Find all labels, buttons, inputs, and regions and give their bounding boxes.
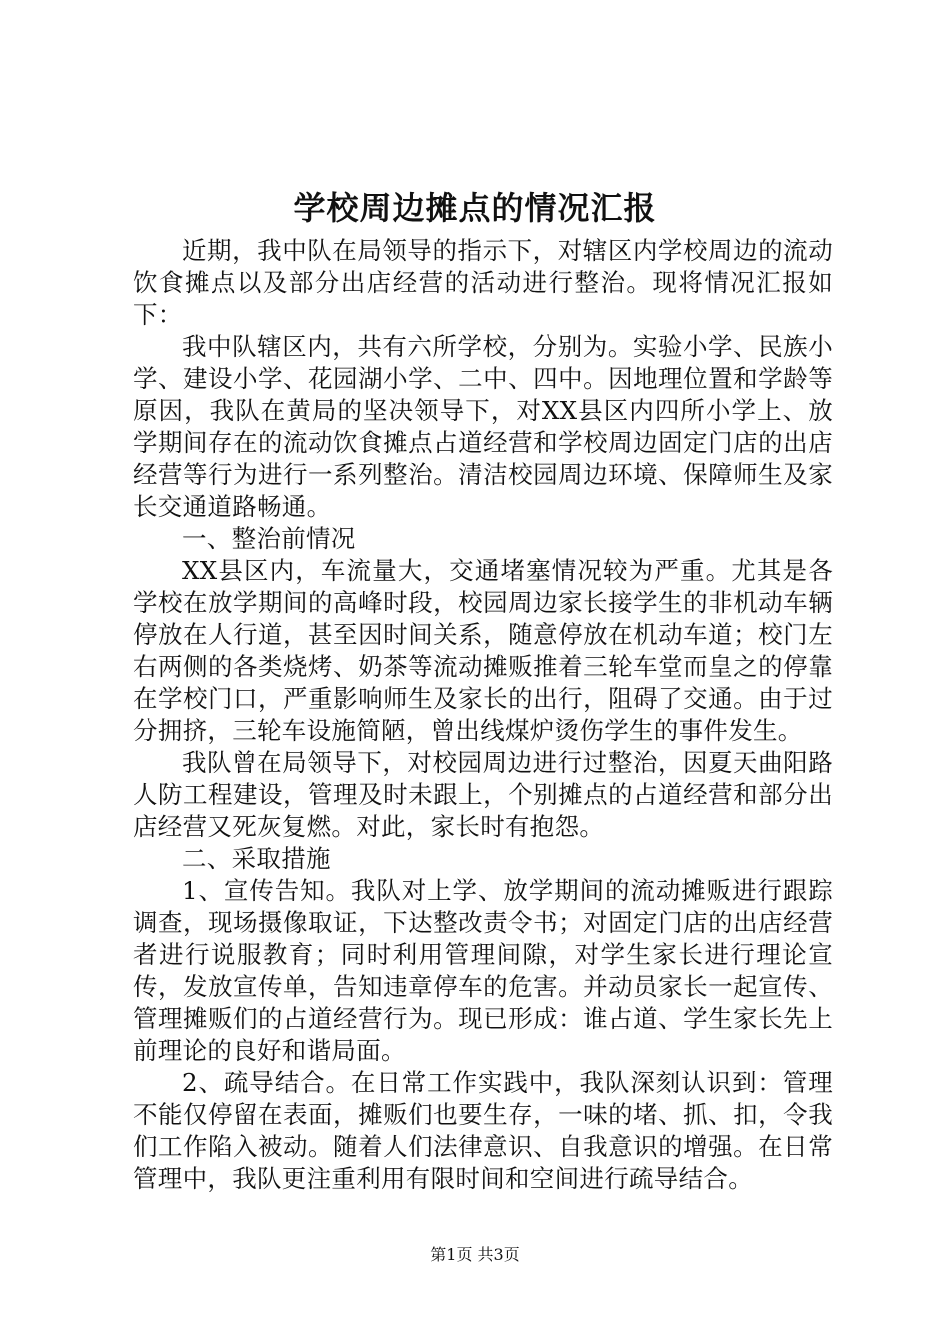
section-heading-before-rectification: 一、整治前情况 <box>182 524 356 553</box>
paragraph-publicity: 1、宣传告知。我队对上学、放学期间的流动摊贩进行跟踪调查，现场摄像取证，下达整改责令书；对固定门店的出店经营者进行说服教育；同时利用管理间隙，对学生家长进行理论宣传，发放宣传单，告知违章停车的危害。并动员家长一起宣传、管理摊贩们的占道经营行为。现已形成：谁占道、学生家长先上前理论的良好和谐局面。 <box>133 876 833 1065</box>
page-number-footer: 第1页 共3页 <box>430 1245 520 1264</box>
paragraph-guidance: 2、疏导结合。在日常工作实践中，我队深刻认识到：管理不能仅停留在表面，摊贩们也要生存，一味的堵、抓、扣，令我们工作陷入被动。随着人们法律意识、自我意识的增强。在日常管理中，我队更注重利用有限时间和空间进行疏导结合。 <box>133 1068 833 1193</box>
section-heading-measures: 二、采取措施 <box>182 844 331 873</box>
paragraph-schools: 我中队辖区内，共有六所学校，分别为。实验小学、民族小学、建设小学、花园湖小学、二中、四中。因地理位置和学龄等原因，我队在黄局的坚决领导下，对XX县区内四所小学上、放学期间存在的流动饮食摊点占道经营和学校周边固定门店的出店经营等行为进行一系列整治。清洁校园周边环境、保障师生及家长交通道路畅通。 <box>133 332 833 521</box>
document-title: 学校周边摊点的情况汇报 <box>293 189 657 227</box>
document-body <box>133 235 833 1195</box>
paragraph-previous-rectification: 我队曾在局领导下，对校园周边进行过整治，因夏天曲阳路人防工程建设，管理及时未跟上，个别摊点的占道经营和部分出店经营又死灰复燃。对此，家长时有抱怨。 <box>133 748 833 841</box>
paragraph-traffic-situation: XX县区内，车流量大，交通堵塞情况较为严重。尤其是各学校在放学期间的高峰时段，校园周边家长接学生的非机动车辆停放在人行道，甚至因时间关系，随意停放在机动车道；校门左右两侧的各类烧烤、奶茶等流动摊贩推着三轮车堂而皇之的停靠在学校门口，严重影响师生及家长的出行，阻碍了交通。由于过分拥挤，三轮车设施简陋，曾出线煤炉烫伤学生的事件发生。 <box>133 556 833 745</box>
paragraph-intro: 近期，我中队在局领导的指示下，对辖区内学校周边的流动饮食摊点以及部分出店经营的活动进行整治。现将情况汇报如下： <box>133 236 833 329</box>
